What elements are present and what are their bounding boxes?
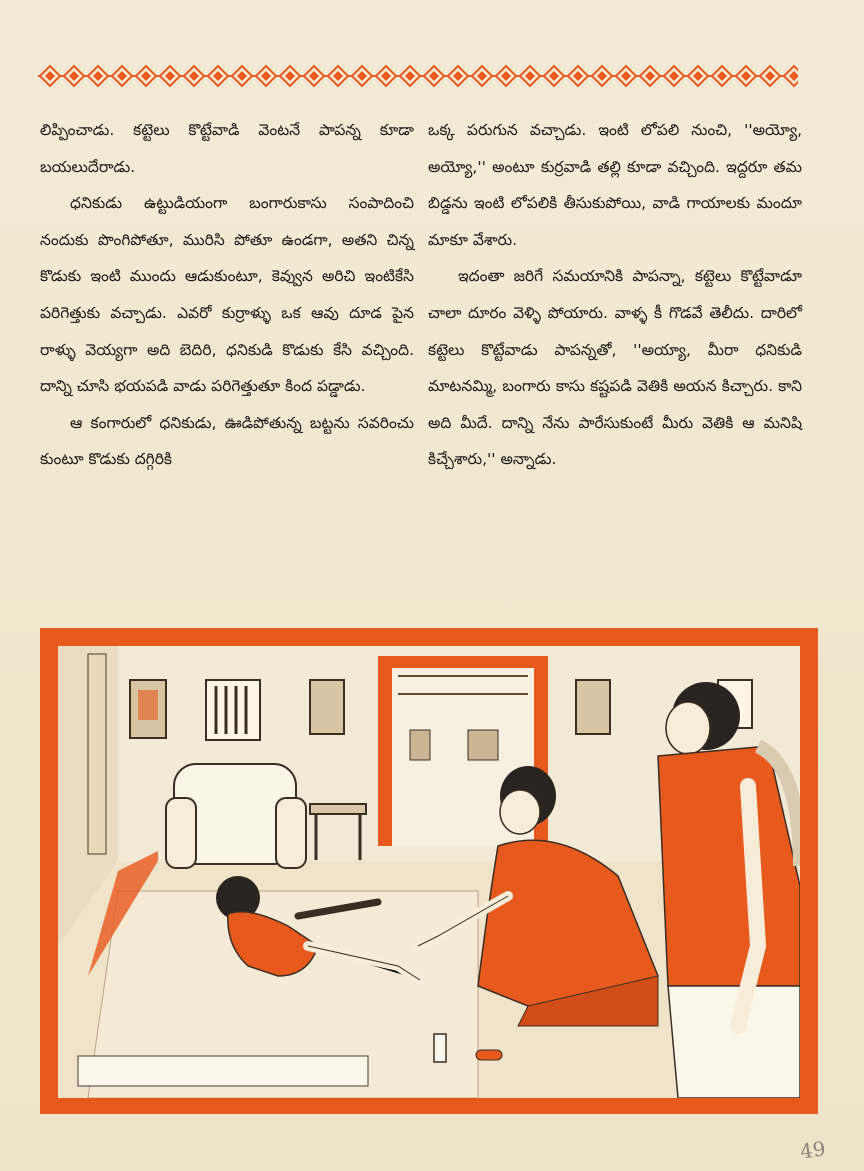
paragraph: ఆ కంగారులో ధనికుడు, ఊడిపోతున్న బట్టను సవరించు కుంటూ కొడుకు దగ్గిరికి [40,413,414,469]
paragraph: ఇదంతా జరిగే సమయానికి పాపన్నా, కట్టెలు కొట్టేవాడూ చాలా దూరం వెళ్ళి పోయారు. వాళ్ళ కీ గొడవే తెలీదు. దారిలో కట్టెలు కొట్టేవాడు పాపన్నతో, ''అయ్యా, మీరా ధనికుడి మాటనమ్మి, బంగారు కాసు కష్టపడి వెతికి అయన కిచ్చారు. కాని అది మీదే. దాన్ని నేను పారేసుకుంటే మీరు వెతికి ఆ మనిషి కిచ్చేశారు,'' అన్నాడు. [428,267,802,469]
left-text-column [40,112,414,478]
paragraph: ధనికుడు ఉట్టుడియంగా బంగారుకాసు సంపాదించి నందుకు పొంగిపోతూ, మురిసి పోతూ ఉండగా, అతని చిన్న కొడుకు ఇంటి ముందు ఆడుకుంటూ, కెవ్వున అరిచి ఇంటికేసి పరిగెత్తుకు వచ్చాడు. ఎవరో కుర్రాళ్ళు ఒక ఆవు దూడ పైన రాళ్ళు వెయ్యగా అది బెదిరి, ధనికుడి కొడుకు కేసి వచ్చింది. దాన్ని చూసి భయపడి వాడు పరిగెత్తుతూ కింద పడ్డాడు. [40,194,414,396]
decorative-border [38,64,798,88]
scene-drawing [58,646,800,1098]
paragraph: ఒక్క పరుగున వచ్చాడు. ఇంటి లోపలి నుంచి, ''అయ్యో, అయ్యో,'' అంటూ కుర్రవాడి తల్లి కూడా వచ్చింది. ఇద్దరూ తమ బిడ్డను ఇంటి లోపలికి తీసుకుపోయి, వాడి గాయాలకు మందూ మాకూ వేశారు. [428,121,802,249]
illustration-scene [58,646,800,1098]
page-number: 49 [798,1136,827,1164]
story-illustration [40,628,818,1114]
right-text-column [428,112,802,478]
paragraph: లిప్పించాడు. కట్టెలు కొట్టేవాడి వెంటనే పాపన్న కూడా బయలుదేరాడు. [40,121,414,176]
